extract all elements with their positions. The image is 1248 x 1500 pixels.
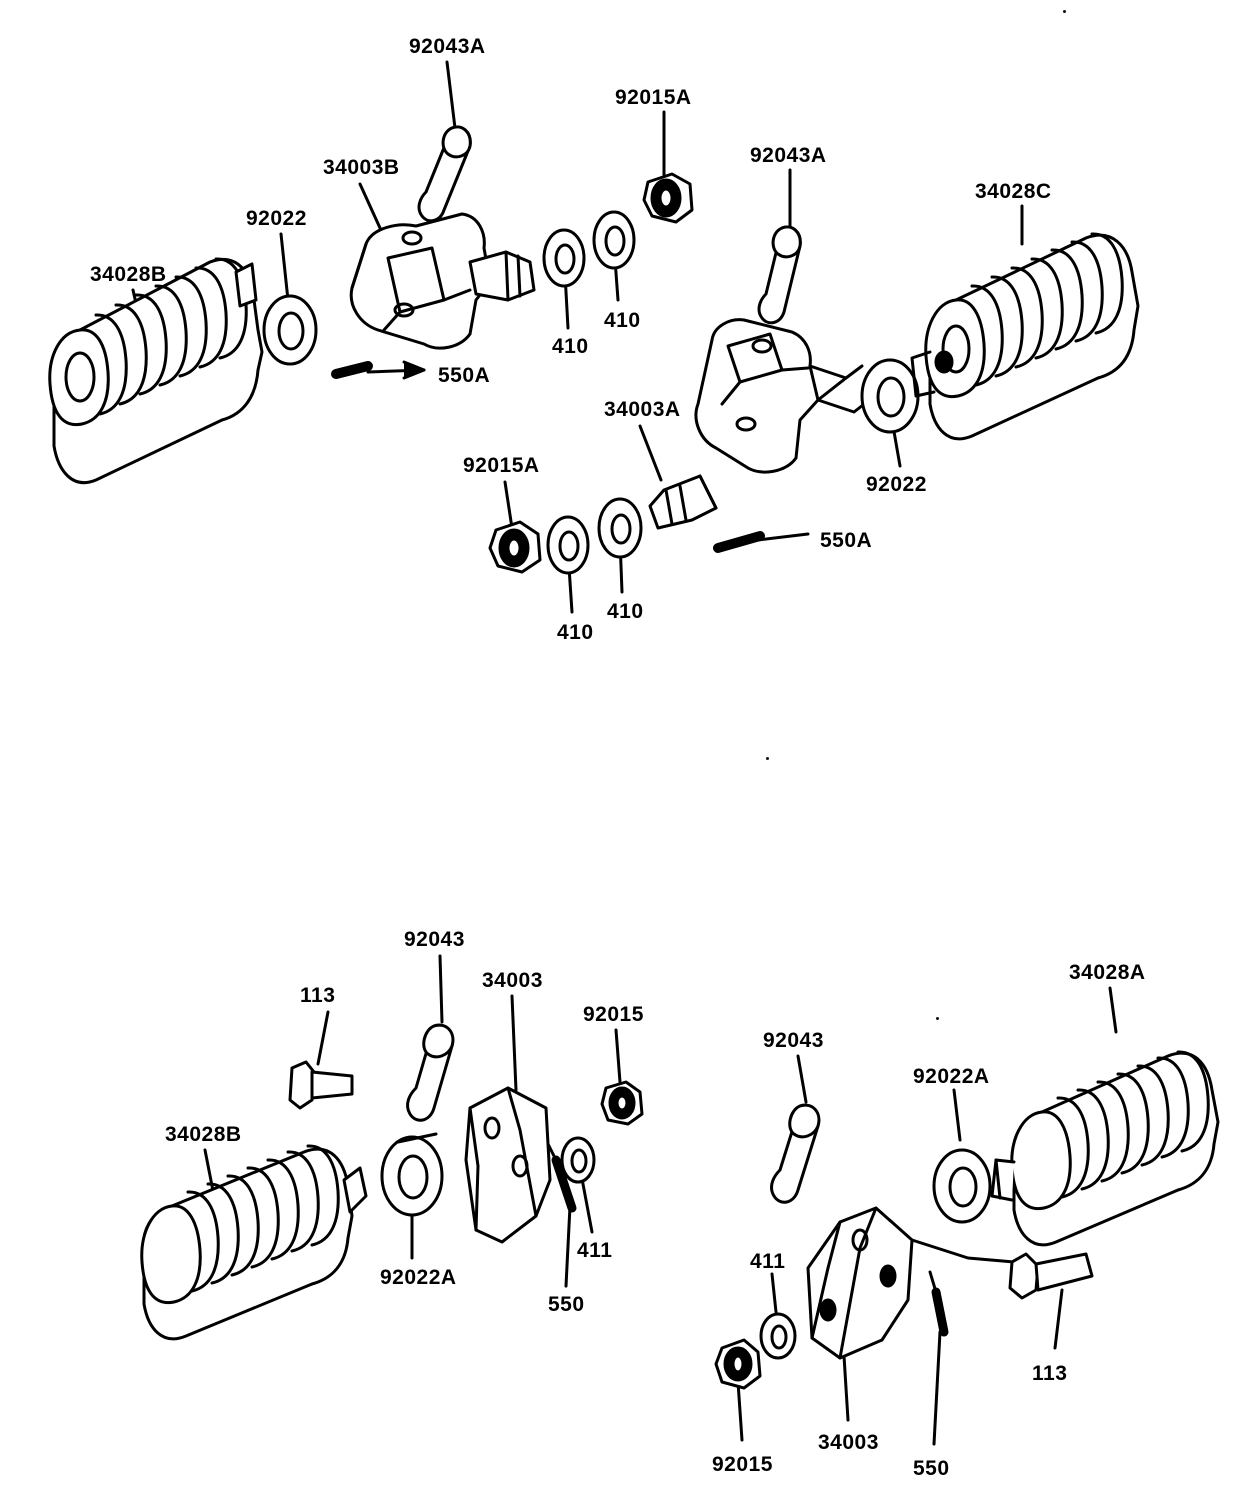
part-92022-right (862, 360, 918, 432)
label-34028A: 34028A (1069, 961, 1146, 984)
label-34028B-lower: 34028B (165, 1123, 242, 1146)
leader-34003-right (844, 1356, 848, 1420)
leader-411-right (772, 1274, 776, 1312)
part-92022-left (264, 296, 316, 364)
leader-92022A-right (954, 1090, 960, 1140)
leader-92043-left (440, 956, 442, 1022)
part-92015A-low (490, 522, 540, 572)
speck-dot (766, 757, 769, 760)
label-92022-left: 92022 (246, 207, 307, 230)
part-34003A (696, 320, 872, 472)
part-410-c (548, 517, 588, 573)
label-550-left: 550 (548, 1293, 585, 1316)
part-92015-lower-left (602, 1082, 642, 1124)
label-34028C: 34028C (975, 180, 1052, 203)
leader-92043-right (798, 1056, 806, 1102)
label-92043A-right: 92043A (750, 144, 827, 167)
label-92015-left: 92015 (583, 1003, 644, 1026)
part-34003-lower-left (466, 1088, 550, 1242)
part-113-left (290, 1062, 352, 1108)
speck-dot (936, 1017, 939, 1020)
leader-550-right (934, 1332, 940, 1444)
part-550-lower-right (930, 1272, 944, 1332)
speck-dot (1063, 10, 1066, 13)
label-113-right: 113 (1032, 1362, 1068, 1385)
label-34003A: 34003A (604, 398, 681, 421)
label-410-c: 410 (557, 621, 594, 644)
part-34003B (351, 214, 490, 348)
part-34028B (50, 259, 262, 483)
label-550-right: 550 (913, 1457, 950, 1480)
part-34003B-shaft (470, 252, 534, 300)
label-34028B: 34028B (90, 263, 167, 286)
leader-92043A-left (447, 62, 455, 128)
leader-113-right (1055, 1290, 1062, 1348)
part-92015A-top (644, 174, 692, 222)
part-410-b (594, 212, 634, 268)
part-92015-lower-right (716, 1340, 760, 1388)
part-410-d (599, 499, 641, 557)
part-34028B-lower (142, 1146, 366, 1339)
label-92022A-left: 92022A (380, 1266, 457, 1289)
leader-550-left (566, 1206, 570, 1286)
part-92043-lower-right (772, 1105, 819, 1202)
leader-34003B (360, 184, 380, 228)
leader-34003-left (512, 996, 516, 1090)
leader-34003A (640, 426, 661, 480)
label-92022A-right: 92022A (913, 1065, 990, 1088)
part-550A-right (718, 534, 808, 548)
part-113-lower-right (1010, 1254, 1092, 1298)
part-34003A-shaft (650, 476, 716, 528)
part-34003-lower-right (808, 1208, 1014, 1358)
label-410-b: 410 (604, 309, 641, 332)
part-92022A-right (934, 1150, 990, 1222)
leader-34028A (1110, 988, 1116, 1032)
label-34003-right: 34003 (818, 1431, 879, 1454)
leader-92015-left (616, 1030, 620, 1082)
part-411-lower-right (761, 1314, 795, 1358)
part-34028C (912, 234, 1138, 439)
part-92043A-right (759, 227, 800, 323)
label-92015A-top: 92015A (615, 86, 692, 109)
leader-113-left (318, 1012, 328, 1064)
part-92043A-left (419, 127, 470, 221)
label-92043A-left: 92043A (409, 35, 486, 58)
part-411-lower-left (562, 1138, 594, 1182)
label-550A-right: 550A (820, 529, 873, 552)
part-34028A (992, 1052, 1218, 1245)
connector-elbow (818, 378, 846, 400)
label-92043-right: 92043 (763, 1029, 824, 1052)
part-92022A-left (382, 1134, 442, 1215)
label-92015A-low: 92015A (463, 454, 540, 477)
label-410-d: 410 (607, 600, 644, 623)
label-411-left: 411 (577, 1239, 613, 1262)
label-410-a: 410 (552, 335, 589, 358)
label-550A-left: 550A (438, 364, 491, 387)
part-92043-lower-left (408, 1025, 453, 1120)
label-92015-right: 92015 (712, 1453, 773, 1476)
leader-92022-left (281, 234, 288, 300)
part-410-a (544, 230, 584, 286)
label-92043-left: 92043 (404, 928, 465, 951)
leader-92015-right (738, 1382, 742, 1440)
label-34003B: 34003B (323, 156, 400, 179)
label-34003-left: 34003 (482, 969, 543, 992)
label-411-right: 411 (750, 1250, 786, 1273)
part-550A-left (336, 362, 424, 378)
leader-92015A-low (505, 482, 512, 528)
label-113-left: 113 (300, 984, 336, 1007)
label-92022-right: 92022 (866, 473, 927, 496)
